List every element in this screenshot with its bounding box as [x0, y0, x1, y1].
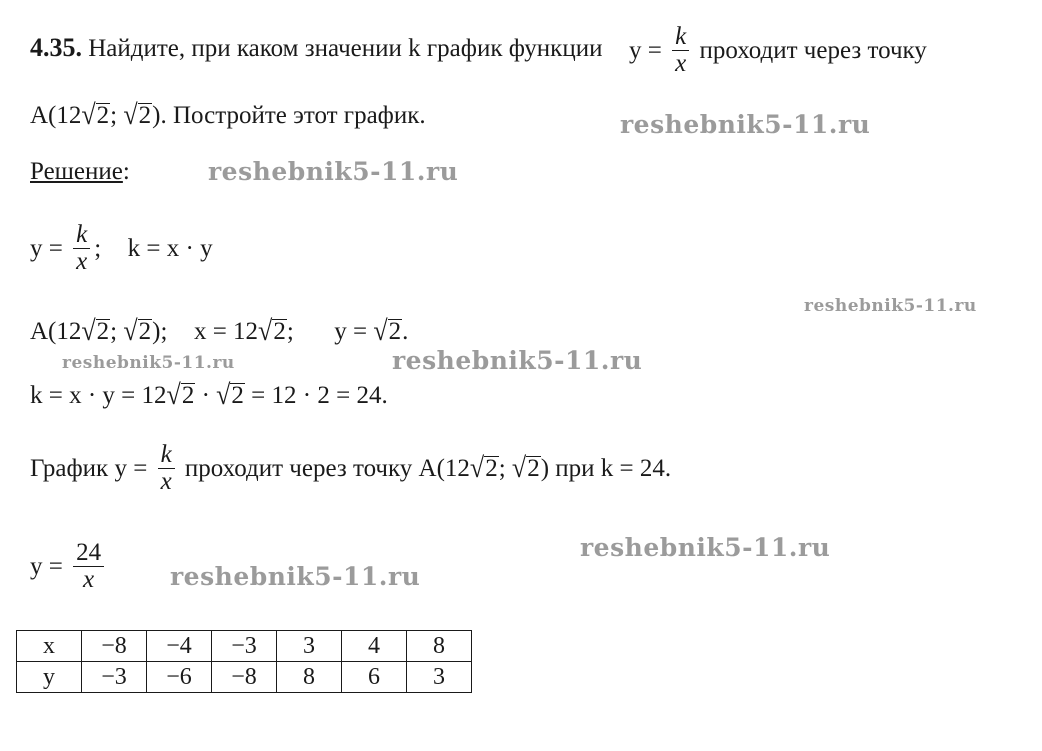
- fraction-24-over-x: $\frac{24}{x}$: [73, 540, 104, 593]
- solution-line-3: k = x · y = 12√2 · √2 = 12 · 2 = 24.: [30, 378, 388, 411]
- watermark: reshebnik5-11.ru: [620, 110, 871, 139]
- table-cell: 3: [407, 662, 472, 693]
- problem-line-2: A(12√2; √2). Постройте этот график.: [30, 98, 426, 131]
- k-formula: k = x · y: [127, 234, 213, 262]
- table-cell: −8: [82, 631, 147, 662]
- table-row: [17, 631, 472, 662]
- sqrt-icon: √2: [469, 451, 498, 484]
- fraction-denominator: x: [675, 50, 687, 77]
- table-cell: 4: [342, 631, 407, 662]
- table-row: [17, 662, 472, 693]
- sqrt-icon: √2: [216, 378, 244, 411]
- problem-text-1: Найдите, при каком значении k график функции: [88, 35, 603, 63]
- fraction-k-over-x: $\frac{k}{x}$: [73, 222, 90, 275]
- table-cell: y: [17, 662, 82, 693]
- sqrt-icon: √2: [373, 314, 402, 347]
- problem-text-2: проходит через точку: [699, 36, 927, 64]
- watermark: reshebnik5-11.ru: [208, 157, 459, 186]
- fraction-k-over-x: $\frac{k}{x}$: [158, 442, 175, 495]
- values-table: [16, 630, 472, 693]
- table-cell: 6: [342, 662, 407, 693]
- solution-line-5: y = $\frac{24}{x}$: [30, 540, 108, 593]
- sqrt-icon: √2: [123, 98, 152, 131]
- fraction-numerator: k: [672, 24, 689, 51]
- table-cell: −6: [147, 662, 212, 693]
- sqrt-icon: √2: [81, 98, 110, 131]
- solution-line-4: График y = $\frac{k}{x}$ проходит через точку A(12√2; √2) при k = 24.: [30, 441, 672, 495]
- sqrt-icon: √2: [81, 314, 110, 347]
- sqrt-icon: √2: [258, 314, 286, 347]
- watermark: reshebnik5-11.ru: [170, 562, 421, 591]
- watermark: reshebnik5-11.ru: [392, 346, 643, 375]
- solution-line-1: y = $\frac{k}{x}$ ; k = x · y: [30, 221, 213, 275]
- table-cell: −3: [212, 631, 277, 662]
- table-cell: x: [17, 631, 82, 662]
- watermark: reshebnik5-11.ru: [804, 296, 977, 316]
- table-cell: −8: [212, 662, 277, 693]
- table-cell: 8: [407, 631, 472, 662]
- table-cell: −3: [82, 662, 147, 693]
- fraction-k-over-x: [672, 24, 689, 77]
- problem-text-3: Постройте этот график.: [172, 102, 426, 129]
- problem-line-1: [30, 24, 927, 77]
- point-a-open: A(12: [30, 102, 82, 129]
- table-cell: −4: [147, 631, 212, 662]
- table-cell: 3: [277, 631, 342, 662]
- problem-number: 4.35.: [30, 33, 82, 63]
- sqrt-icon: √2: [511, 451, 540, 484]
- solution-heading-text: Решение: [30, 158, 123, 185]
- table-cell: 8: [277, 662, 342, 693]
- sqrt-icon: √2: [123, 314, 152, 347]
- watermark: reshebnik5-11.ru: [62, 353, 235, 373]
- watermark: reshebnik5-11.ru: [580, 533, 831, 562]
- solution-line-2: A(12√2; √2); x = 12√2; y = √2.: [30, 314, 409, 347]
- y-equals: y =: [628, 36, 662, 64]
- solution-heading: Решение:: [30, 158, 130, 185]
- sqrt-icon: √2: [166, 378, 195, 411]
